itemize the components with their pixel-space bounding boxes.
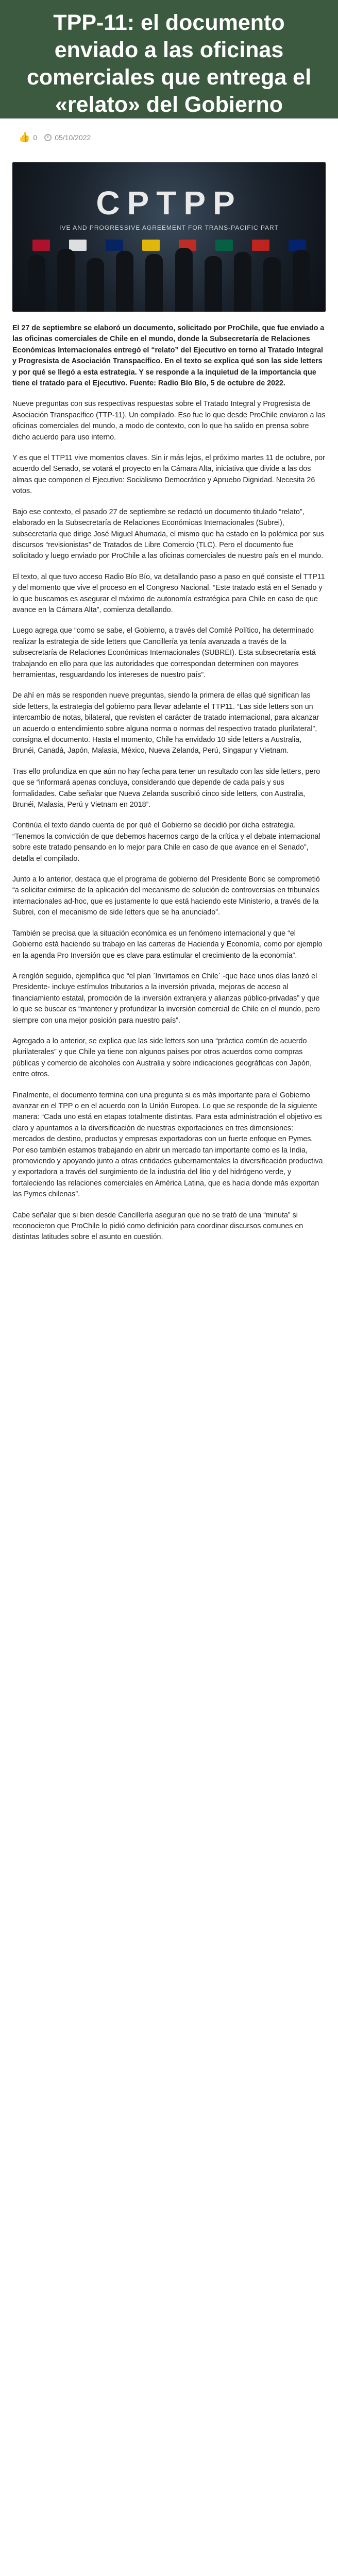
person [145,254,163,312]
article-paragraph: Continúa el texto dando cuenta de por qué el Gobierno se decidió por dicha estrategia. “Tenemos la convicción de que debemos hacernos cargo de la crítica y el debate internacional sobre este tratado pensando en lo mejor para Chile en caso de que avance en el Senado”, detalla el compilado. [12,821,320,863]
banner-subtext: IVE AND PROGRESSIVE AGREEMENT FOR TRANS-PACIFIC PART [59,224,279,231]
person [293,250,310,312]
article-paragraph: Tras ello profundiza en que aún no hay fecha para tener un resultado con las side letters, pero que se “informará apenas concluya, considerando que depende de cada país y sus formalidades. Cabe señalar que Nueva Zelanda suscribió cinco side letters, con Australia, Brunéi, Malasia, Perú y Vietnam en 2018”. [12,767,320,809]
cptpp-logo: CPTPP [96,184,242,222]
article-image [12,162,326,312]
article-title: TPP-11: el documento enviado a las oficinas comerciales que entrega el «relato» del Gobierno [26,10,312,117]
date-text: 05/10/2022 [55,133,91,142]
person [205,256,222,312]
person [57,249,75,312]
article-paragraph: Finalmente, el documento termina con una pregunta si es más importante para el Gobierno avanzar en el TPP o en el acuerdo con la Unión Europea. Lo que se responde de la siguiente manera: “Cada uno está en etapas totalmente distintas. Para esta administración el objetivo es claro y apuntamos a la diversificación de nuestras exportaciones en tres dimensiones: mercados de destino, productos y empresas exportadoras con un fuerte enfoque en Pymes. Por eso también estamos trabajando en abrir un mercado tan importante como es la India, promoviendo y apoyando junto a otras entidades gubernamentales la diversificación productiva y exportadora a través del surgimiento de la industria del litio y del hidrógeno verde, y fortaleciendo las relaciones comerciales en América Latina, que es hacia donde más exportan las Pymes chilenas”. [12,1091,323,1199]
article-paragraph: Bajo ese contexto, el pasado 27 de septiembre se redactó un documento titulado “relato”, elaborado en la Subsecretaría de Relaciones Económicas Internacionales (Subrei), subsecretaría que dirige José Miguel Ahumada, el mismo que ha estado en la polémica por sus discursos “revisionistas” de Tratados de Libre Comercio (TLC). Pero el documento fue solicitado y luego enviado por ProChile a las oficinas comerciales de nuestro país en el mundo. [12,507,324,561]
person [116,251,133,312]
person [263,257,281,312]
article-header [0,0,338,118]
people-silhouettes [12,245,326,312]
like-button[interactable] [19,132,37,143]
clock-icon [44,134,52,141]
article-paragraph: Y es que el TTP11 vive momentos claves. Sin ir más lejos, el próximo martes 11 de octubre, por acuerdo del Senado, se votará el proyecto en la Cámara Alta, iniciativa que divide a las dos almas que componen el Ejecutivo: Socialismo Democrático y Apruebo Dignidad. Necesita 26 votos. [12,454,325,496]
article-paragraph: Luego agrega que “como se sabe, el Gobierno, a través del Comité Político, ha determinado realizar la estrategia de side letters que Cancillería ya tenía avanzada a través de la subsecretaría de Relaciones Económicas Internacionales (SUBREI). Esta subsecretaría está trabajando en ello para que las autoridades que correspondan determinen con mayores herramientas, resguardando los intereses de nuestro país”. [12,626,316,679]
person [28,255,45,312]
article-paragraph: Junto a lo anterior, destaca que el programa de gobierno del Presidente Boric se comprometió “a solicitar eximirse de la aplicación del mecanismo de solución de controversias en tribunales internacionales ad-hoc, que es justamente lo que está haciendo este Ministerio, a través de la Subrei, con el mecanismo de side letters que se ha anunciado”. [12,875,320,917]
person [234,252,251,312]
article-paragraph: El texto, al que tuvo acceso Radio Bío Bío, va detallando paso a paso en qué consiste el TTP11 y del momento que vive el proceso en el Congreso Nacional. “Este tratado está en el Senado y lo que buscamos es asegurar el máximo de autonomía estratégica para Chile en caso de que avance en la Cámara Alta”, comienza detallando. [12,572,325,614]
article-body [0,323,338,1243]
person [175,248,193,312]
article-paragraph: De ahí en más se responden nueve preguntas, siendo la primera de ellas qué significan las side letters, la estrategia del gobierno para llevar adelante el TTP11. “Las side letters son un intercambio de notas, bilateral, que revisten el carácter de tratado internacional, para alcanzar un acuerdo o entendimiento sobre alguna norma o normas del respectivo tratado plurilateral”, consigna el documento. Hasta el momento, Chile ha envidado 10 side letters a Australia, Brunéi, Canadá, Japón, Malasia, México, Nueva Zelanda, Perú, Singapur y Vietnam. [12,691,319,755]
article-meta [0,118,338,148]
thumbs-up-icon: 👍 [19,132,30,142]
article-lead: El 27 de septiembre se elaboró un documento, solicitado por ProChile, que fue enviado a las oficinas comerciales de Chile en el mundo, donde la Subsecretaría de Relaciones Económicas Internacionales entregó el “relato” del Ejecutivo en torno al Tratado Integral y Progresista de Asociación Transpacífico. En el texto se explica qué son las side letters y por qué se llegó a esta estrategia. Y se responde a la inquietud de la importancia que tiene el tratado para el Ejecutivo. Fuente: Radio Bío Bío, 5 de octubre de 2022. [12,324,325,388]
article-paragraph: También se precisa que la situación económica es un fenómeno internacional y que “el Gobierno está haciendo su trabajo en las carteras de Hacienda y Economía, como por ejemplo en la agenda Pro Inversión que es clave para estimular el crecimiento de la economía”. [12,929,323,960]
publish-date [44,133,91,142]
article-paragraph: A renglón seguido, ejemplifica que “el plan `Invirtamos en Chile` -que hace unos días lanzó el Presidente- incluye estímulos tributarios a la inversión privada, mejoras de acceso al financiamiento estatal, promoción de la inversión extranjera y alianzas público-privadas” y que lo que se buscar es “mantener y profundizar la inversión comercial de Chile en el mundo, pero siempre con una mejor posición para nuestro país”. [12,972,320,1025]
like-count: 0 [33,133,38,142]
person [87,258,104,312]
article-paragraph: Nueve preguntas con sus respectivas respuestas sobre el Tratado Integral y Progresista de Asociación Transpacífico (TTP-11). Un compilado. Eso fue lo que desde ProChile enviaron a las oficinas comerciales del mundo, a modo de contexto, con lo que ha salido en prensa sobre dicho acuerdo para uso interno. [12,400,326,442]
article-paragraph: Agregado a lo anterior, se explica que las side letters son una “práctica común de acuerdo plurilaterales” y que Chile ya tiene con algunos países por otros acuerdos como compras públicas y comercio de alcoholes con Australia y sobre indicaciones geográficas con Japón, entre otros. [12,1037,312,1079]
article-paragraph: Cabe señalar que si bien desde Cancillería aseguran que no se trató de una “minuta” si reconocieron que ProChile lo pidió como definición para coordinar discursos comunes en distintas latitudes sobre el asunto en cuestión. [12,1211,303,1242]
